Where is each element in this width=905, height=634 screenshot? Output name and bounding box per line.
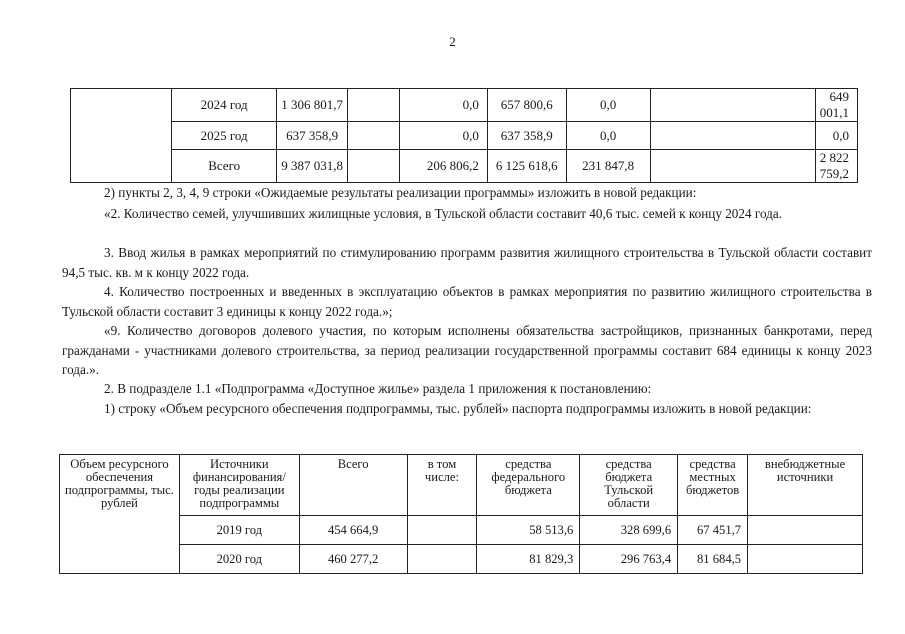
empty-cell — [748, 545, 863, 574]
empty-cell — [407, 545, 477, 574]
value-cell: 6 125 618,6 — [487, 150, 566, 183]
total-cell: 9 387 031,8 — [277, 150, 348, 183]
regional-cell: 328 699,6 — [580, 516, 678, 545]
paragraph: «9. Количество договоров долевого участия, по которым исполнены обязательства застройщиков, признанных банкротами, перед гражданами - участниками долевого строительства, за период реализации государственной программы составит 684 единицы к концу 2023 года.». — [62, 323, 872, 377]
page-number: 2 — [449, 34, 456, 49]
local-cell: 81 684,5 — [678, 545, 748, 574]
empty-cell — [348, 150, 399, 183]
table-row — [71, 122, 858, 150]
empty-cell — [650, 122, 815, 150]
value-cell: 637 358,9 — [487, 122, 566, 150]
empty-cell — [748, 516, 863, 545]
header-cell: в том числе: — [407, 455, 477, 516]
table-row — [71, 89, 858, 122]
value-cell: 0,0 — [399, 122, 487, 150]
table-row — [60, 545, 863, 574]
value-cell: 231 847,8 — [566, 150, 650, 183]
total-cell: 1 306 801,7 — [277, 89, 348, 122]
total-label-cell: Всего — [172, 150, 277, 183]
total-cell: 460 277,2 — [299, 545, 407, 574]
regional-cell: 296 763,4 — [580, 545, 678, 574]
paragraph: «2. Количество семей, улучшивших жилищные условия, в Тульской области составит 40,6 тыс. семей к концу 2024 года. — [104, 206, 783, 221]
table-header-row — [60, 455, 863, 516]
value-cell: 0,0 — [399, 89, 487, 122]
header-cell: Всего — [299, 455, 407, 516]
paragraph: 2) пункты 2, 3, 4, 9 строки «Ожидаемые результаты реализации программы» изложить в новой редакции: — [104, 185, 697, 200]
empty-cell — [650, 150, 815, 183]
federal-cell: 58 513,6 — [477, 516, 580, 545]
table-row — [71, 150, 858, 183]
subprogram-funding-table — [59, 454, 863, 574]
paragraph: 2. В подразделе 1.1 «Подпрограмма «Доступное жилье» раздела 1 приложения к постановлению: — [104, 381, 652, 396]
value-cell: 0,0 — [566, 122, 650, 150]
empty-cell — [348, 89, 399, 122]
extrabudget-cell: 2 822 759,2 — [815, 150, 857, 183]
header-cell: Источники финансирования/ годы реализации подпрограммы — [179, 455, 299, 516]
total-cell: 454 664,9 — [299, 516, 407, 545]
year-cell: 2024 год — [172, 89, 277, 122]
total-cell: 637 358,9 — [277, 122, 348, 150]
header-cell: средства местных бюджетов — [678, 455, 748, 516]
header-cell: средства бюджета Тульской области — [580, 455, 678, 516]
value-cell: 206 806,2 — [399, 150, 487, 183]
table-row — [60, 516, 863, 545]
paragraph: 4. Количество построенных и введенных в эксплуатацию объектов в рамках мероприятия по развитию жилищного строительства в Тульской области составит 3 единицы к концу 2022 года.»; — [62, 284, 872, 319]
federal-cell: 81 829,3 — [477, 545, 580, 574]
empty-cell — [650, 89, 815, 122]
year-cell: 2020 год — [179, 545, 299, 574]
year-cell: 2025 год — [172, 122, 277, 150]
header-cell: средства федерального бюджета — [477, 455, 580, 516]
paragraph: 1) строку «Объем ресурсного обеспечения подпрограммы, тыс. рублей» паспорта подпрограммы изложить в новой редакции: — [104, 401, 812, 416]
value-cell: 0,0 — [566, 89, 650, 122]
merged-label-cell — [71, 89, 172, 183]
extrabudget-cell: 649 001,1 — [815, 89, 857, 122]
empty-cell — [407, 516, 477, 545]
row-label-cell: Объем ресурсного обеспечения подпрограммы, тыс. рублей — [60, 455, 180, 574]
empty-cell — [348, 122, 399, 150]
year-cell: 2019 год — [179, 516, 299, 545]
value-cell: 657 800,6 — [487, 89, 566, 122]
extrabudget-cell: 0,0 — [815, 122, 857, 150]
header-cell: внебюджетные источники — [748, 455, 863, 516]
local-cell: 67 451,7 — [678, 516, 748, 545]
paragraph: 3. Ввод жилья в рамках мероприятий по стимулированию программ развития жилищного строительства в Тульской области составит 94,5 тыс. кв. м к концу 2022 года. — [62, 245, 872, 280]
funding-table-continued — [70, 88, 858, 183]
